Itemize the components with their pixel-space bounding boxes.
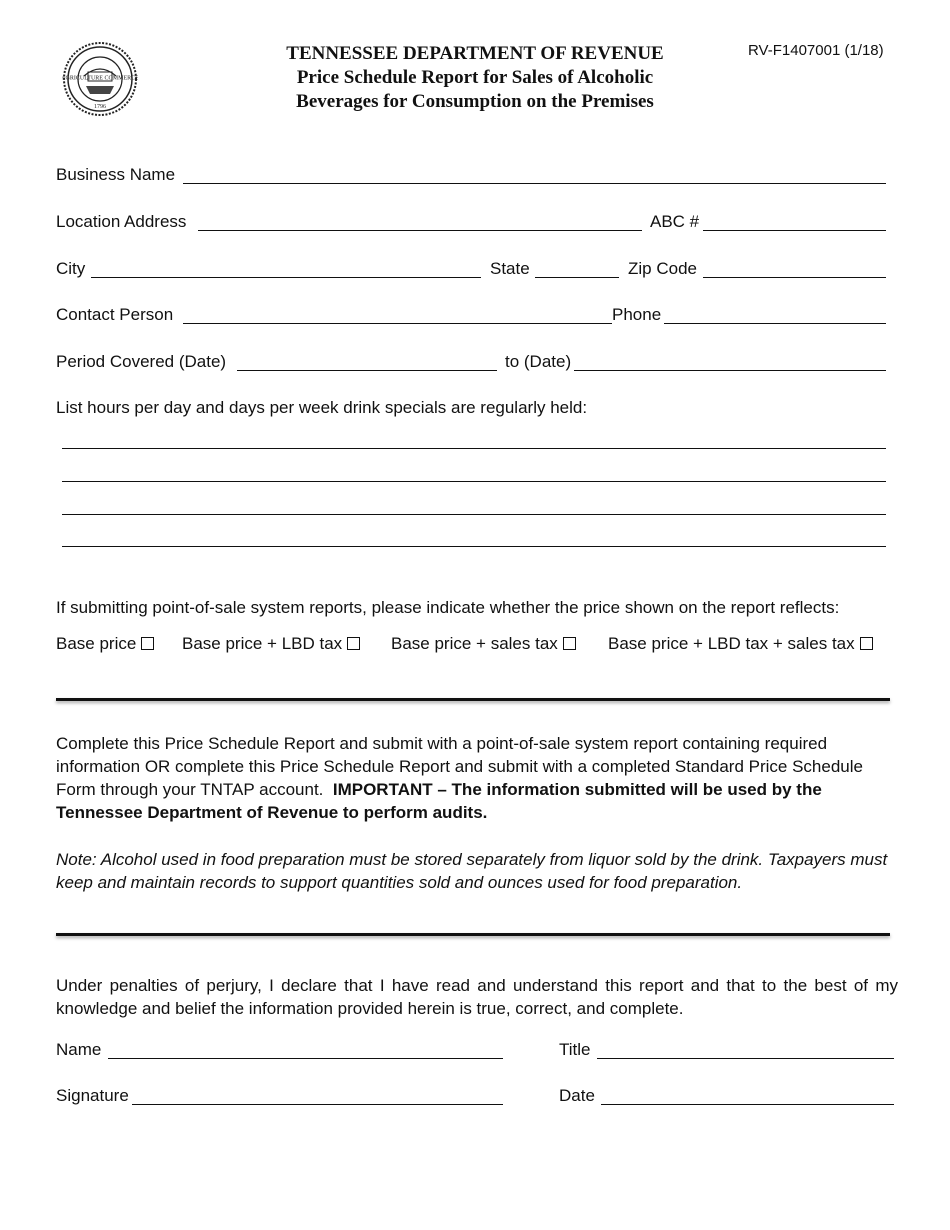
pos-option-sales[interactable] xyxy=(391,633,576,655)
pos-prompt: If submitting point-of-sale system reports, please indicate whether the price shown on the report reflects: xyxy=(56,598,840,617)
zip-label: Zip Code xyxy=(628,259,697,278)
pos-option-base[interactable] xyxy=(56,633,154,655)
period-to-label: to (Date) xyxy=(505,352,572,371)
location-address-field[interactable] xyxy=(198,230,642,231)
name-field[interactable] xyxy=(108,1058,503,1059)
pos-option-label: Base price xyxy=(56,634,137,653)
specials-prompt: List hours per day and days per week drink specials are regularly held: xyxy=(56,398,588,417)
phone-label: Phone xyxy=(612,305,662,324)
section-divider-2 xyxy=(56,933,890,936)
form-title-line1: Price Schedule Report for Sales of Alcoholic xyxy=(296,67,654,88)
state-seal-icon xyxy=(62,42,138,116)
state-label: State xyxy=(490,259,530,278)
pos-option-all[interactable] xyxy=(608,633,873,655)
pos-option-label: Base price + sales tax xyxy=(391,634,558,653)
pos-option-label: Base price + LBD tax xyxy=(182,634,343,653)
seal-year: 1796 xyxy=(94,104,106,110)
period-to-field[interactable] xyxy=(574,370,886,371)
city-field[interactable] xyxy=(91,277,481,278)
form-id: RV-F1407001 (1/18) xyxy=(748,42,884,59)
sales-tax-checkbox[interactable] xyxy=(563,637,576,650)
lbd-tax-checkbox[interactable] xyxy=(347,637,360,650)
form-title-line2: Beverages for Consumption on the Premises xyxy=(296,91,654,112)
abc-field[interactable] xyxy=(703,230,886,231)
business-name-label: Business Name xyxy=(56,165,176,184)
contact-person-label: Contact Person xyxy=(56,305,174,324)
date-label: Date xyxy=(559,1086,595,1105)
date-field[interactable] xyxy=(601,1104,894,1105)
base-price-checkbox[interactable] xyxy=(141,637,154,650)
note-paragraph: Note: Alcohol used in food preparation must be stored separately from liquor sold by the drink. Taxpayers must keep and maintain records to support quantities sold and ounces used for food preparation. xyxy=(56,850,888,892)
period-from-label: Period Covered (Date) xyxy=(56,352,227,371)
phone-field[interactable] xyxy=(664,323,886,324)
instructions-text: Complete this Price Schedule Report and submit with a point-of-sale system report containing required information OR complete this Price Schedule Report and submit with a completed Standard Price Schedule Form through your TNTAP account. xyxy=(56,734,863,799)
specials-line-2[interactable] xyxy=(62,481,886,482)
signature-label: Signature xyxy=(56,1086,129,1105)
state-field[interactable] xyxy=(535,277,619,278)
title-label: Title xyxy=(559,1040,591,1059)
pos-option-label: Base price + LBD tax + sales tax xyxy=(608,634,855,653)
instructions-paragraph xyxy=(56,732,896,824)
specials-line-4[interactable] xyxy=(62,546,886,547)
lbd-sales-tax-checkbox[interactable] xyxy=(860,637,873,650)
zip-field[interactable] xyxy=(703,277,886,278)
location-address-label: Location Address xyxy=(56,212,187,231)
business-name-field[interactable] xyxy=(183,183,886,184)
important-notice: IMPORTANT – The information submitted will be used by the Tennessee Department of Revenue to perform audits. xyxy=(56,780,822,822)
department-title: TENNESSEE DEPARTMENT OF REVENUE xyxy=(286,43,664,64)
name-label: Name xyxy=(56,1040,102,1059)
specials-line-1[interactable] xyxy=(62,448,886,449)
abc-label: ABC # xyxy=(650,212,700,231)
section-divider-1 xyxy=(56,698,890,701)
seal-text: AGRICULTURE COMMERCE xyxy=(62,75,138,82)
specials-line-3[interactable] xyxy=(62,514,886,515)
signature-field[interactable] xyxy=(132,1104,503,1105)
contact-person-field[interactable] xyxy=(183,323,612,324)
declaration-paragraph: Under penalties of perjury, I declare that I have read and understand this report and that to the best of my knowledge and belief the information provided herein is true, correct, and complete. xyxy=(56,976,898,1018)
period-from-field[interactable] xyxy=(237,370,497,371)
title-field[interactable] xyxy=(597,1058,894,1059)
pos-option-lbd[interactable] xyxy=(182,633,360,655)
city-label: City xyxy=(56,259,86,278)
